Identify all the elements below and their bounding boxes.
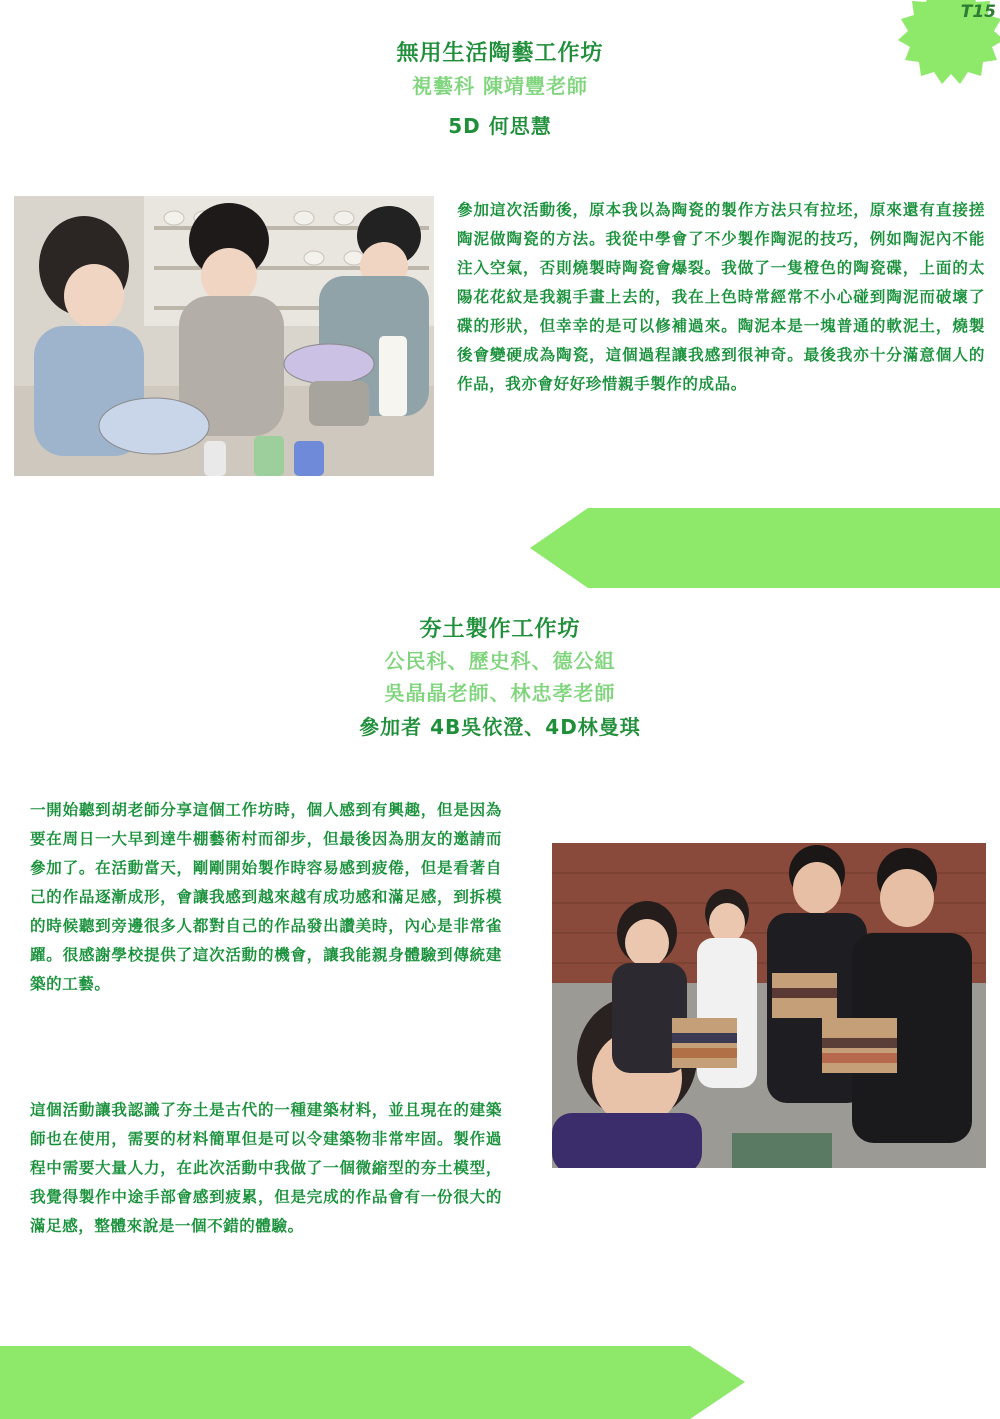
section1-body: 參加這次活動後，原本我以為陶瓷的製作方法只有拉坯，原來還有直接搓陶泥做陶瓷的方法。我從中學會了不少製作陶泥的技巧，例如陶泥內不能注入空氣，否則燒製時陶瓷會爆裂。我做了一隻橙色的陶瓷碟，上面的太陽花花紋是我親手畫上去的，我在上色時常經常不小心碰到陶泥而破壞了碟的形狀，但幸幸的是可以修補過來。陶泥本是一塊普通的軟泥土，燒製後會變硬成為陶瓷，這個過程讓我感到很神奇。最後我亦十分滿意個人的作品，我亦會好好珍惜親手製作的成品。 xyxy=(457,201,985,393)
section1-subtitle: 視藝科 陳靖豐老師 xyxy=(412,74,588,98)
arrow-banner-icon xyxy=(530,508,1000,588)
section2-subtitle-subjects: 公民科、歷史科、德公組 xyxy=(384,649,616,673)
section2-body-1: 一開始聽到胡老師分享這個工作坊時，個人感到有興趣，但是因為要在周日一大早到達牛棚藝術村而卻步，但最後因為朋友的邀請而參加了。在活動當天，剛剛開始製作時容易感到疲倦，但是看著自己的作品逐漸成形，會讓我感到越來越有成功感和滿足感，到拆模的時候聽到旁邊很多人都對自己的作品發出讚美時，內心是非常雀躍。很感謝學校提供了這次活動的機會，讓我能親身體驗到傳統建築的工藝。 xyxy=(30,801,502,993)
pottery-workshop-photo-icon xyxy=(14,196,434,476)
rammed-earth-group-photo-icon xyxy=(552,843,986,1168)
section2-body-2: 這個活動讓我認識了夯土是古代的一種建築材料，並且現在的建築師也在使用，需要的材料簡單但是可以令建築物非常牢固。製作過程中需要大量人力，在此次活動中我做了一個微縮型的夯土模型，我覺得製作中途手部會感到疲累，但是完成的作品會有一份很大的滿足感，整體來說是一個不錯的體驗。 xyxy=(30,1101,502,1235)
section2-participants: 參加者 4B吳依澄、4D林曼琪 xyxy=(359,715,641,739)
section1-photo xyxy=(14,196,434,476)
section2-photo xyxy=(552,843,986,1168)
section2-title: 夯土製作工作坊 xyxy=(419,617,581,642)
section1-author: 5D 何思慧 xyxy=(448,114,552,138)
section2-subtitle-teachers: 吳晶晶老師、林忠孝老師 xyxy=(384,681,616,705)
page-number: T15 xyxy=(960,2,996,22)
bottom-arrow-banner-icon xyxy=(0,1346,745,1419)
section1-title: 無用生活陶藝工作坊 xyxy=(396,41,604,66)
